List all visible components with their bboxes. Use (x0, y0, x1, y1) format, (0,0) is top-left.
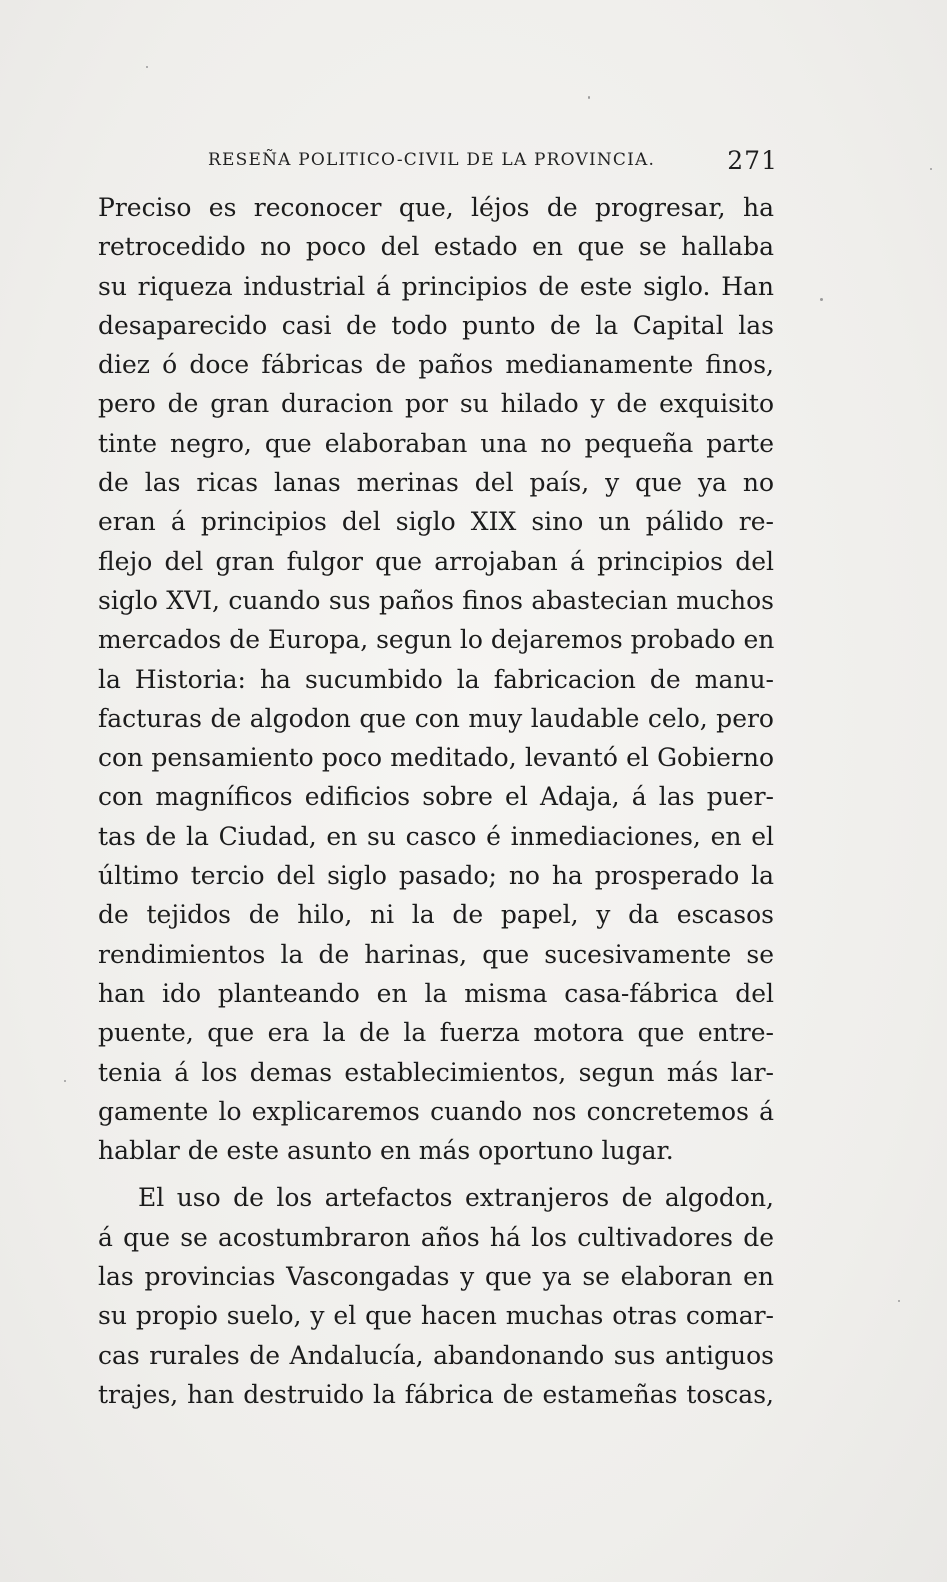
text-line: la Historia: ha sucumbido la fabricacion de manu- (98, 664, 774, 694)
text-line: de tejidos de hilo, ni la de papel, y da escasos (98, 900, 774, 930)
text-line: Preciso es reconocer que, léjos de progresar, ha (98, 193, 774, 222)
paper-speck (64, 1080, 66, 1082)
paragraph-1 (98, 188, 774, 1170)
text-line: hablar de este asunto en más oportuno lugar. (98, 1136, 674, 1166)
text-line: diez ó doce fábricas de paños medianamente finos, (98, 350, 774, 380)
text-line: flejo del gran fulgor que arrojaban á principios del (98, 546, 774, 576)
text-line: tenia á los demas establecimientos, segun más lar- (98, 1057, 774, 1087)
running-title: RESEÑA POLITICO-CIVIL DE LA PROVINCIA. (208, 150, 656, 170)
body-text (98, 188, 774, 1414)
text-line: El uso de los artefactos extranjeros de algodon, (138, 1183, 774, 1213)
paper-speck (930, 168, 932, 170)
page-header (208, 146, 778, 176)
text-line: puente, que era la de la fuerza motora que entre- (98, 1018, 774, 1048)
paragraph-2 (98, 1178, 774, 1414)
text-line: con pensamiento poco meditado, levantó el Gobierno (98, 743, 774, 773)
text-line: cas rurales de Andalucía, abandonando sus antiguos (98, 1340, 774, 1370)
text-line: gamente lo explicaremos cuando nos concretemos á (98, 1096, 774, 1126)
paper-speck (588, 96, 590, 99)
text-line: retrocedido no poco del estado en que se hallaba (98, 232, 774, 262)
text-line: de las ricas lanas merinas del país, y que ya no (98, 468, 774, 498)
text-line: desaparecido casi de todo punto de la Capital las (98, 310, 774, 340)
paper-speck (820, 298, 823, 301)
text-line: pero de gran duracion por su hilado y de exquisito (98, 389, 774, 419)
text-line: las provincias Vascongadas y que ya se elaboran en (98, 1262, 774, 1292)
text-line: á que se acostumbraron años há los cultivadores de (98, 1222, 774, 1252)
text-line: trajes, han destruido la fábrica de estameñas toscas, (98, 1379, 774, 1409)
text-line: con magníficos edificios sobre el Adaja, á las puer- (98, 782, 774, 812)
paragraph-gap (98, 1170, 774, 1178)
text-line: han ido planteando en la misma casa-fábrica del (98, 978, 774, 1008)
text-line: eran á principios del siglo XIX sino un pálido re- (98, 507, 774, 537)
page-number: 271 (727, 146, 778, 175)
text-line: siglo XVI, cuando sus paños finos abastecian muchos (98, 585, 774, 615)
text-line: facturas de algodon que con muy laudable celo, pero (98, 703, 774, 733)
text-line: mercados de Europa, segun lo dejaremos probado en (98, 625, 774, 655)
text-line: rendimientos la de harinas, que sucesivamente se (98, 939, 774, 969)
text-line: tas de la Ciudad, en su casco é inmediaciones, en el (98, 821, 774, 851)
text-line: su riqueza industrial á principios de este siglo. Han (98, 271, 774, 301)
text-line: último tercio del siglo pasado; no ha prosperado la (98, 861, 774, 891)
paper-speck (146, 66, 148, 68)
paper-speck (898, 1300, 900, 1302)
text-line: tinte negro, que elaboraban una no pequeña parte (98, 428, 774, 458)
text-line: su propio suelo, y el que hacen muchas otras comar- (98, 1301, 774, 1331)
